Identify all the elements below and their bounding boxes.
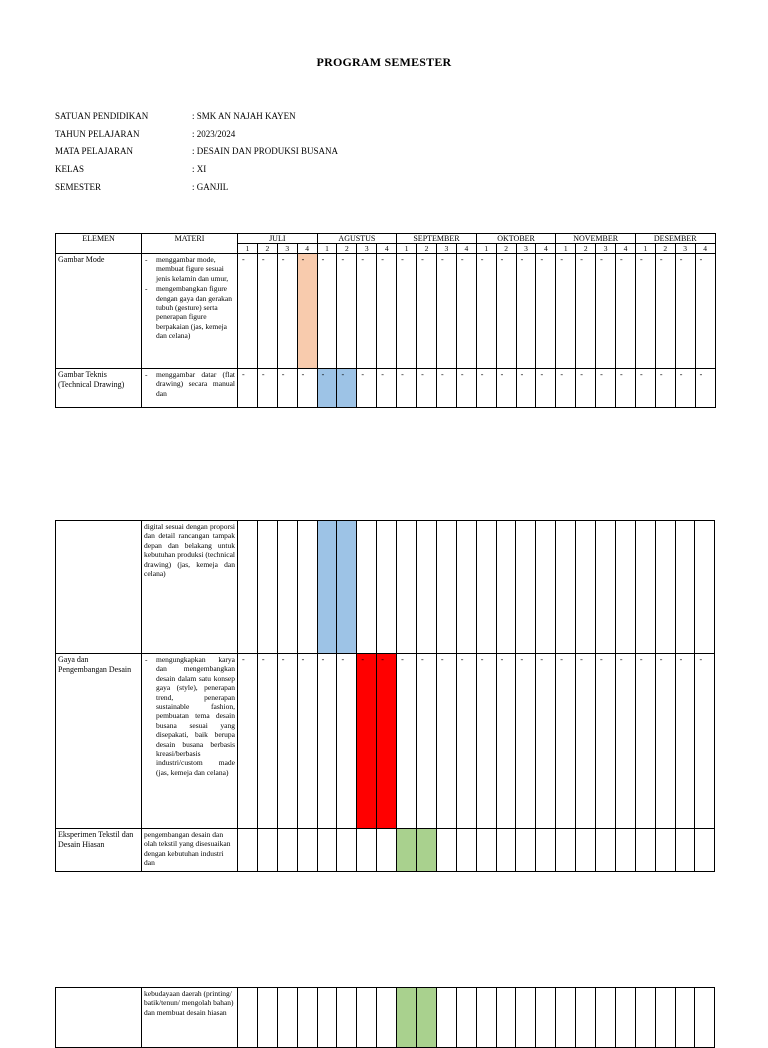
week-cell-filled — [357, 654, 377, 829]
dash-mark: - — [500, 655, 504, 664]
dash-mark: - — [520, 370, 524, 379]
materi-item — [144, 284, 235, 340]
dash-mark: - — [361, 655, 365, 664]
week-cell — [436, 254, 456, 369]
dash-mark: - — [659, 655, 663, 664]
dash-mark: - — [261, 655, 265, 664]
dash-mark: - — [620, 370, 623, 379]
week-cell — [357, 829, 377, 872]
week-cell — [695, 254, 715, 369]
dash-mark: - — [242, 255, 245, 264]
week-cell — [576, 988, 596, 1048]
table-row — [56, 521, 715, 654]
dash-mark: - — [261, 370, 265, 379]
week-cell — [655, 254, 675, 369]
week-cell — [496, 254, 516, 369]
week-number: 1 — [556, 244, 576, 254]
week-number: 4 — [616, 244, 636, 254]
materi-item — [144, 255, 235, 283]
dash-mark: - — [321, 370, 325, 379]
week-cell — [655, 654, 675, 829]
week-cell — [476, 521, 496, 654]
week-cell — [238, 988, 258, 1048]
week-number: 1 — [397, 244, 417, 254]
week-cell — [357, 988, 377, 1048]
week-cell — [297, 521, 317, 654]
dash-mark: - — [580, 255, 583, 264]
dash-mark: - — [242, 655, 245, 664]
week-cell-filled — [397, 829, 417, 872]
week-cell — [337, 988, 357, 1048]
schedule-table — [55, 987, 715, 1048]
dash-mark: - — [421, 255, 424, 264]
week-cell — [317, 654, 337, 829]
week-cell — [576, 369, 596, 408]
week-cell-filled — [317, 369, 337, 408]
week-cell — [297, 654, 317, 829]
dash-mark: - — [480, 255, 484, 264]
week-cell — [635, 254, 655, 369]
week-cell — [556, 369, 576, 408]
week-cell — [616, 254, 636, 369]
week-cell — [238, 654, 258, 829]
week-cell — [257, 829, 277, 872]
dash-mark: - — [361, 255, 365, 264]
week-cell — [615, 988, 635, 1048]
header-materi: MATERI — [142, 234, 238, 254]
table-row — [56, 654, 715, 829]
dash-mark: - — [560, 255, 564, 264]
week-cell — [635, 988, 655, 1048]
dash-mark: - — [341, 370, 345, 379]
info-value: : DESAIN DAN PRODUKSI BUSANA — [192, 146, 339, 157]
materi-text: - menggambar datar (flat drawing) secara manual dan — [156, 370, 235, 398]
week-cell — [436, 654, 456, 829]
header-month: NOVEMBER — [556, 234, 636, 244]
dash-mark: - — [401, 255, 404, 264]
materi-cell — [142, 369, 238, 408]
materi-item — [144, 830, 235, 868]
table-row — [56, 254, 716, 369]
materi-item — [144, 989, 235, 1017]
week-cell — [337, 654, 357, 829]
dash-mark: - — [381, 370, 384, 379]
header-row — [56, 234, 716, 244]
dash-mark: - — [639, 255, 643, 264]
week-cell — [536, 254, 556, 369]
dash-mark: - — [540, 370, 544, 379]
week-cell — [556, 254, 576, 369]
materi-item — [144, 522, 235, 578]
week-number: 2 — [257, 244, 277, 254]
week-number: 4 — [377, 244, 397, 254]
week-cell — [476, 254, 496, 369]
week-cell — [277, 988, 297, 1048]
dash-mark: - — [639, 370, 643, 379]
dash-mark: - — [659, 255, 663, 264]
dash-mark: - — [421, 370, 424, 379]
week-cell — [417, 369, 437, 408]
week-cell — [277, 369, 297, 408]
week-cell — [556, 829, 576, 872]
table-row — [56, 369, 716, 408]
week-cell — [695, 829, 715, 872]
week-cell — [357, 521, 377, 654]
dash-mark: - — [301, 255, 305, 264]
dash-mark: - — [580, 655, 583, 664]
week-cell — [655, 988, 675, 1048]
week-cell — [695, 988, 715, 1048]
week-cell — [476, 829, 496, 872]
week-cell — [238, 369, 258, 408]
week-number: 2 — [655, 244, 675, 254]
week-number: 2 — [337, 244, 357, 254]
week-cell — [596, 988, 616, 1048]
dash-mark: - — [321, 655, 325, 664]
week-cell-filled — [397, 988, 417, 1048]
week-cell — [516, 988, 536, 1048]
header-elemen: ELEMEN — [56, 234, 142, 254]
week-cell — [635, 829, 655, 872]
week-cell — [695, 521, 715, 654]
week-cell — [655, 521, 675, 654]
week-cell — [536, 654, 556, 829]
dash-mark: - — [699, 255, 703, 264]
week-cell — [277, 254, 297, 369]
week-cell — [297, 988, 317, 1048]
elemen-cell: Gaya dan Pengembangan Desain — [56, 654, 142, 829]
elemen-cell: Gambar Teknis (Technical Drawing) — [56, 369, 142, 408]
materi-text: - mengembangkan figure dengan gaya dan gerakan tubuh (gesture) serta penerapan figure berpakaian (jas, kemeja dan celana) — [156, 284, 233, 341]
info-value: : SMK AN NAJAH KAYEN — [192, 111, 296, 121]
materi-text: - mengungkapkan karya dan mengembangkan desain dalam satu konsep gaya (style), penerapan trend, penerapan sustainable fashion, pembuatan tema desain busana sesuai yang disepakati, baik berupa desain busana berbasis kreasi/berbasis industri/custom made (jas, kemeja dan celana) — [156, 655, 235, 777]
info-value: : GANJIL — [192, 181, 229, 192]
dash-mark: - — [440, 255, 444, 264]
week-cell — [496, 988, 516, 1048]
dash-mark: - — [381, 255, 384, 264]
dash-mark: - — [620, 255, 623, 264]
week-cell — [596, 369, 616, 408]
week-cell — [377, 988, 397, 1048]
week-cell — [655, 829, 675, 872]
week-number: 3 — [596, 244, 616, 254]
dash-mark: - — [261, 255, 265, 264]
week-number: 4 — [536, 244, 556, 254]
week-cell — [436, 988, 456, 1048]
week-number: 1 — [635, 244, 655, 254]
week-cell — [516, 654, 536, 829]
info-label: KELAS — [55, 164, 84, 175]
week-cell — [596, 829, 616, 872]
week-cell — [257, 521, 277, 654]
week-cell — [456, 521, 476, 654]
week-cell — [516, 521, 536, 654]
week-cell — [436, 829, 456, 872]
dash-mark: - — [679, 655, 683, 664]
week-number: 4 — [297, 244, 317, 254]
dash-mark: - — [699, 370, 703, 379]
dash-mark: - — [242, 370, 245, 379]
dash-mark: - — [639, 655, 643, 664]
dash-mark: - — [281, 370, 285, 379]
week-number: 4 — [456, 244, 476, 254]
info-label: TAHUN PELAJARAN — [55, 128, 140, 139]
week-cell — [536, 988, 556, 1048]
week-cell — [516, 254, 536, 369]
info-label: SEMESTER — [55, 181, 102, 192]
dash-mark: - — [301, 655, 305, 664]
week-cell — [377, 521, 397, 654]
week-number: 4 — [695, 244, 715, 254]
materi-item — [144, 370, 235, 398]
info-label: MATA PELAJARAN — [55, 146, 134, 157]
week-cell — [397, 654, 417, 829]
week-number: 3 — [436, 244, 456, 254]
week-cell-filled — [417, 988, 437, 1048]
materi-text: pengembangan desain dan olah tekstil yang disesuaikan dengan kebutuhan industri dan — [144, 830, 231, 868]
week-cell — [635, 369, 655, 408]
week-cell — [695, 369, 715, 408]
materi-cell — [142, 829, 238, 872]
week-cell — [456, 829, 476, 872]
week-cell — [436, 521, 456, 654]
week-cell — [436, 369, 456, 408]
dash-mark: - — [341, 655, 345, 664]
week-cell — [257, 254, 277, 369]
dash-mark: - — [401, 370, 404, 379]
week-cell — [456, 254, 476, 369]
week-cell — [357, 254, 377, 369]
dash-mark: - — [540, 255, 544, 264]
header-month: DESEMBER — [635, 234, 715, 244]
dash-mark: - — [281, 655, 285, 664]
dash-mark: - — [540, 655, 544, 664]
week-cell — [337, 254, 357, 369]
week-cell — [596, 254, 616, 369]
week-cell — [456, 654, 476, 829]
week-cell — [536, 369, 556, 408]
week-cell — [596, 521, 616, 654]
week-cell — [615, 829, 635, 872]
dash-mark: - — [460, 655, 464, 664]
week-cell — [516, 829, 536, 872]
week-cell — [397, 254, 417, 369]
dash-mark: - — [361, 370, 365, 379]
dash-mark: - — [341, 255, 345, 264]
dash-mark: - — [679, 255, 683, 264]
week-cell — [238, 829, 258, 872]
week-cell — [536, 521, 556, 654]
dash-mark: - — [401, 655, 404, 664]
week-cell — [257, 654, 277, 829]
dash-mark: - — [500, 255, 504, 264]
materi-cell — [142, 521, 238, 654]
week-cell — [377, 829, 397, 872]
week-cell — [496, 369, 516, 408]
dash-mark: - — [659, 370, 663, 379]
materi-item — [144, 655, 235, 777]
elemen-cell — [56, 521, 142, 654]
week-cell — [556, 654, 576, 829]
week-cell — [675, 254, 695, 369]
week-number: 1 — [317, 244, 337, 254]
week-cell — [277, 521, 297, 654]
materi-text: kebudayaan daerah (printing/ batik/tenun/ mengolah bahan) dan membuat desain hiasan — [144, 989, 234, 1017]
dash-mark: - — [699, 655, 703, 664]
dash-mark: - — [480, 370, 484, 379]
week-cell — [496, 654, 516, 829]
week-cell — [695, 654, 715, 829]
week-cell — [476, 654, 496, 829]
week-cell — [516, 369, 536, 408]
dash-mark: - — [321, 255, 325, 264]
week-cell — [635, 654, 655, 829]
materi-text: digital sesuai dengan proporsi dan detail rancangan tampak depan dan belakang untuk kebutuhan produksi (technical drawing) (jas, kemeja dan celana) — [144, 522, 235, 579]
dash-mark: - — [460, 370, 464, 379]
dash-mark: - — [480, 655, 484, 664]
week-cell — [476, 369, 496, 408]
header-month: AGUSTUS — [317, 234, 397, 244]
week-number: 2 — [576, 244, 596, 254]
schedule-table — [55, 520, 715, 872]
dash-mark: - — [281, 255, 285, 264]
week-cell — [675, 654, 695, 829]
week-cell — [615, 654, 635, 829]
page-title: PROGRAM SEMESTER — [316, 55, 452, 69]
dash-mark: - — [440, 370, 444, 379]
dash-mark: - — [440, 655, 444, 664]
week-cell — [576, 521, 596, 654]
week-number: 3 — [675, 244, 695, 254]
week-cell — [675, 988, 695, 1048]
week-cell — [675, 521, 695, 654]
week-cell — [576, 254, 596, 369]
week-cell — [417, 254, 437, 369]
dash-mark: - — [381, 655, 384, 664]
week-cell — [496, 829, 516, 872]
dash-mark: - — [560, 655, 563, 664]
week-cell — [576, 654, 596, 829]
week-cell — [456, 988, 476, 1048]
week-number: 3 — [277, 244, 297, 254]
dash-mark: - — [520, 255, 524, 264]
week-cell-filled — [317, 521, 337, 654]
week-cell-filled — [337, 521, 357, 654]
week-cell — [675, 829, 695, 872]
week-cell — [238, 254, 258, 369]
week-cell — [556, 988, 576, 1048]
schedule-table — [55, 233, 716, 408]
week-cell — [317, 254, 337, 369]
week-number: 2 — [496, 244, 516, 254]
dash-mark: - — [580, 370, 583, 379]
header-month: SEPTEMBER — [397, 234, 477, 244]
week-cell — [297, 829, 317, 872]
week-number: 1 — [238, 244, 258, 254]
table-row — [56, 988, 715, 1048]
header-month: JULI — [238, 234, 318, 244]
materi-cell — [142, 654, 238, 829]
week-number: 3 — [516, 244, 536, 254]
dash-mark: - — [421, 655, 424, 664]
week-cell — [377, 254, 397, 369]
week-cell — [675, 369, 695, 408]
week-cell — [277, 654, 297, 829]
dash-mark: - — [500, 370, 504, 379]
header-month: OKTOBER — [476, 234, 556, 244]
week-cell-filled — [297, 254, 317, 369]
week-number: 2 — [417, 244, 437, 254]
dash-mark: - — [301, 370, 305, 379]
week-cell-filled — [337, 369, 357, 408]
week-cell — [397, 369, 417, 408]
week-cell — [476, 988, 496, 1048]
week-cell — [596, 654, 616, 829]
week-cell — [357, 369, 377, 408]
week-cell — [576, 829, 596, 872]
info-value: : 2023/2024 — [192, 128, 236, 139]
week-cell — [238, 521, 258, 654]
week-cell — [417, 521, 437, 654]
dash-mark: - — [560, 370, 564, 379]
elemen-cell — [56, 988, 142, 1048]
dash-mark: - — [679, 370, 683, 379]
week-cell — [635, 521, 655, 654]
materi-cell — [142, 254, 238, 369]
elemen-cell: Gambar Mode — [56, 254, 142, 369]
week-cell — [297, 369, 317, 408]
week-cell — [317, 988, 337, 1048]
week-cell-filled — [377, 654, 397, 829]
week-cell — [417, 654, 437, 829]
materi-text: - menggambar mode, membuat figure sesuai jenis kelamin dan umur, — [156, 255, 229, 283]
week-cell — [456, 369, 476, 408]
week-cell — [317, 829, 337, 872]
dash-mark: - — [600, 370, 603, 379]
week-cell — [556, 521, 576, 654]
info-label: SATUAN PENDIDIKAN — [55, 111, 149, 121]
elemen-cell: Eksperimen Tekstil dan Desain Hiasan — [56, 829, 142, 872]
dash-mark: - — [600, 655, 603, 664]
table-row — [56, 829, 715, 872]
info-value: : XI — [192, 164, 207, 175]
week-cell — [377, 369, 397, 408]
week-cell — [397, 521, 417, 654]
materi-cell — [142, 988, 238, 1048]
week-number: 1 — [476, 244, 496, 254]
week-cell — [257, 988, 277, 1048]
dash-mark: - — [460, 255, 464, 264]
week-cell — [616, 369, 636, 408]
week-cell-filled — [417, 829, 437, 872]
week-cell — [277, 829, 297, 872]
week-cell — [536, 829, 556, 872]
dash-mark: - — [619, 655, 623, 664]
week-number: 3 — [357, 244, 377, 254]
dash-mark: - — [600, 255, 603, 264]
week-cell — [615, 521, 635, 654]
week-cell — [337, 829, 357, 872]
week-cell — [655, 369, 675, 408]
week-cell — [257, 369, 277, 408]
dash-mark: - — [520, 655, 524, 664]
week-cell — [496, 521, 516, 654]
